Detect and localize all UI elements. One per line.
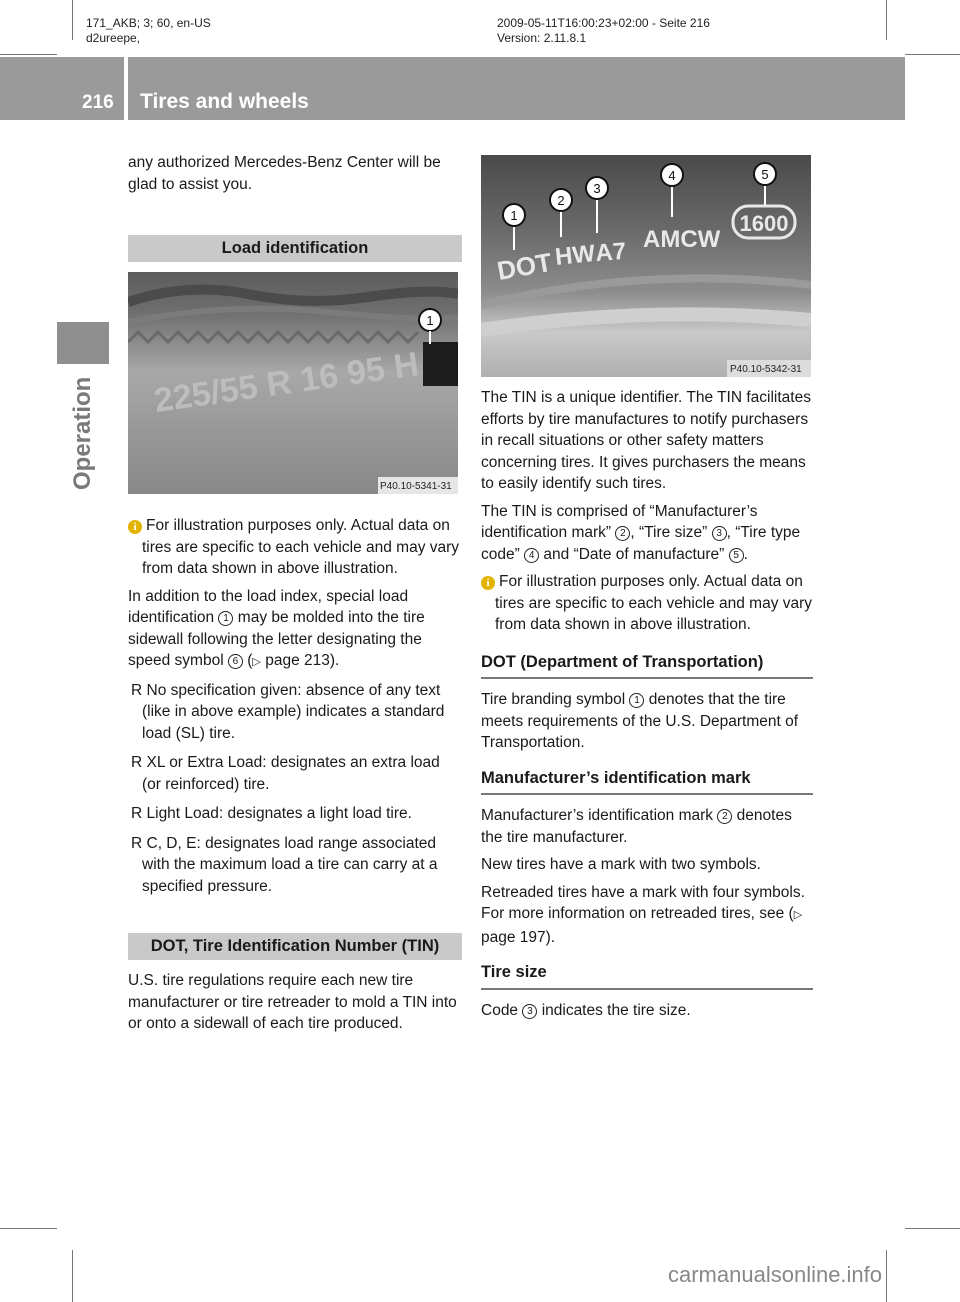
tire-dot-marking: DOT [494,246,555,286]
bullet-item: R No specification given: absence of any text (like in above example) indicates a standard load (SL) tire. [131,681,445,742]
print-meta-right [497,16,710,46]
page-ref-link: page 213). [265,652,340,669]
callout-ref: 2 [615,526,630,541]
text-run: , “Tire type code” [481,524,801,563]
crop-mark [0,54,57,55]
tire-size-heading: Tire size [481,962,813,990]
tire-plant-marking: HW [553,239,597,271]
tire-tin-image [481,155,811,377]
side-section-label: Operation [69,376,96,490]
text-run: Code [481,1001,519,1019]
bullet-text: XL or Extra Load: designates an extra load (or reinforced) tire. [142,754,440,793]
text-run: denotes that the tire meets requirements of the U.S. Department of Transportation. [481,691,799,751]
info-icon: i [481,576,495,590]
text-run: may be molded into the tire sidewall following the letter designating the speed symbol [128,609,425,669]
dot-department-paragraph [481,689,813,754]
bullet-text: Light Load: designates a light load tire. [146,805,412,822]
header-separator [124,57,128,120]
crop-mark [905,54,960,55]
callout-ref: 1 [218,611,233,626]
note-text: For illustration purposes only. Actual data on tires are specific to each vehicle and may vary from data shown in above illustration. [142,517,460,577]
callout-3-label: 3 [593,181,601,196]
callout-ref: 3 [712,526,727,541]
bullet-item: R XL or Extra Load: designates an extra load (or reinforced) tire. [131,754,440,793]
tin-components-paragraph: The TIN is comprised of “Manufacturer’s identification mark” 2 , “Tire size” 3 , “Tire type code” 4 and “Date of manufacture” 5 . [481,502,801,563]
meta-line: Version: 2.11.8.1 [497,31,587,45]
retreaded-paragraph [481,882,813,949]
meta-line: d2ureepe, [86,31,141,45]
left-column-body [128,515,462,1041]
text-run: Manufacturer’s identification mark [481,807,714,824]
illustration-note [128,515,462,580]
crop-mark [886,0,887,40]
watermark: carmanualsonline.info [668,1262,883,1287]
load-id-paragraph: In addition to the load index, special load identification 1 may be molded into the tire sidewall following the letter designating the speed symbol 6 (▷ page 213). [128,587,425,669]
tire-type-code-marking: AMCW [643,226,721,253]
dot-tin-heading: DOT, Tire Identification Number (TIN) [128,933,462,960]
crop-mark [0,1228,57,1229]
tire-sidewall-image [128,272,458,494]
bullet-text: C, D, E: designates load range associated with the maximum load a tire can carry at a specified pressure. [142,834,438,895]
crop-mark [905,1228,960,1229]
tire-size-paragraph [481,1000,813,1022]
intro-text: any authorized Mercedes-Benz Center will be glad to assist you. [128,154,441,193]
print-meta-left [86,16,211,46]
meta-line: 171_AKB; 3; 60, en-US [86,16,211,30]
tire-size-code-marking: A7 [594,237,628,267]
page-ref-arrow-icon: ▷ [252,656,261,668]
page-ref-link: page 197). [481,928,556,946]
header-bar [0,57,905,120]
callout-1-label: 1 [510,208,518,223]
crop-mark [72,0,73,40]
callout-4-label: 4 [668,168,676,183]
tin-paragraph: The TIN is a unique identifier. The TIN facilitates efforts by tire manufactures to notify purchasers in recall situations or other safety matters concerning tires. It gives purchasers the means to easily identify such tires. [481,389,811,492]
callout-ref: 1 [629,693,644,708]
left-column [128,152,462,262]
manufacturer-mark-heading: Manufacturer’s identification mark [481,768,813,796]
load-identification-photo [128,272,458,494]
photo-caption: P40.10-5342-31 [730,364,802,375]
callout-2-label: 2 [557,193,565,208]
dot-department-heading: DOT (Department of Transportation) [481,652,813,680]
text-run: indicates the tire size. [541,1001,691,1019]
page-number: 216 [82,92,114,113]
load-identification-heading: Load identification [128,235,462,262]
illustration-note [481,571,813,636]
crop-mark [886,1250,887,1302]
tire-date-marking: 1600 [739,211,789,236]
callout-5-label: 5 [761,167,769,182]
page-title: Tires and wheels [140,90,309,113]
meta-line: 2009-05-11T16:00:23+02:00 - Seite 216 [497,16,710,30]
page-ref-arrow-icon: ▷ [793,909,803,921]
callout-ref: 4 [524,548,539,563]
bullet-item: R Light Load: designates a light load tire. [131,805,412,822]
text-run: Tire branding symbol [481,691,626,708]
callout-ref: 2 [717,809,732,824]
callout-ref: 5 [729,548,744,563]
note-text: For illustration purposes only. Actual data on tires are specific to each vehicle and may vary from data shown in above illustration. [495,573,813,633]
manufacturer-paragraph [481,805,813,848]
manufacturer-paragraph-2: New tires have a mark with two symbols. [481,856,761,873]
text-run: , “Tire size” [630,524,708,541]
text-run: Retreaded tires have a mark with four symbols. For more information on retreaded tires, see ( [481,883,805,922]
callout-ref: 3 [522,1004,537,1019]
text-run: and “Date of manufacture” [543,545,725,563]
text-run: denotes the tire manufacturer. [481,807,792,846]
info-icon: i [128,520,142,534]
dot-tin-paragraph: U.S. tire regulations require each new tire manufacturer or tire retreader to mold a TIN into or onto a sidewall of each tire produced. [128,972,457,1032]
photo-caption: P40.10-5341-31 [380,481,452,492]
crop-mark [72,1250,73,1302]
text-run: In addition to the load index, special load identification [128,587,409,626]
tire-size-marking: 225/55 R 16 95 H [151,345,422,420]
bullet-text: No specification given: absence of any text (like in above example) indicates a standard load (SL) tire. [142,681,445,742]
text-run: The TIN is comprised of “Manufacturer’s identification mark” [481,502,758,541]
bullet-item: R C, D, E: designates load range associated with the maximum load a tire can carry at a specified pressure. [131,834,438,895]
callout-1-label: 1 [426,313,434,328]
tin-photo [481,155,811,377]
right-column [481,387,813,1027]
callout-ref: 6 [228,654,243,669]
